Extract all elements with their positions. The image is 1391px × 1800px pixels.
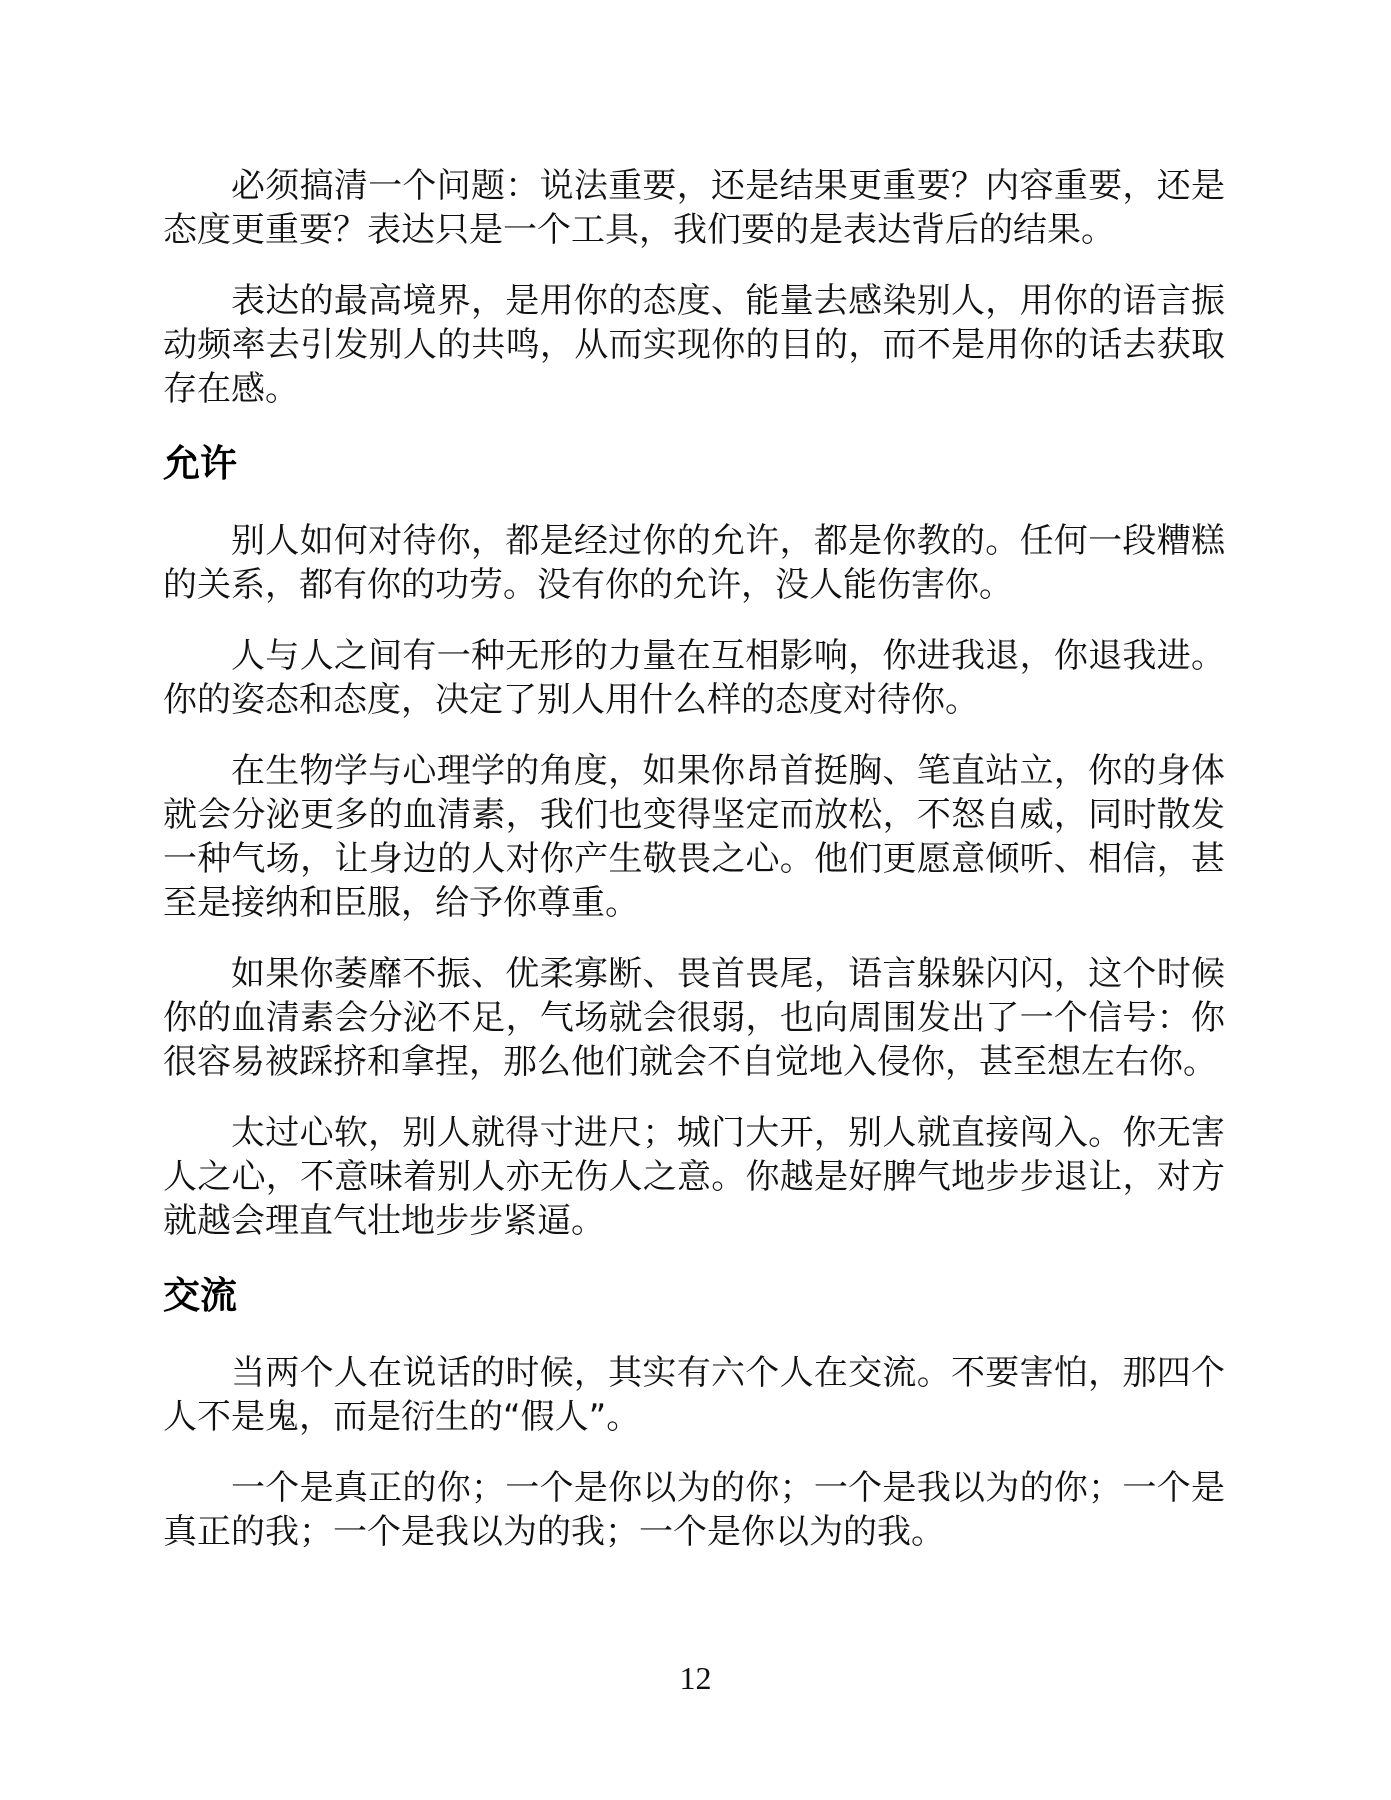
paragraph: 当两个人在说话的时候，其实有六个人在交流。不要害怕，那四个人不是鬼，而是衍生的“假人”。 — [163, 1353, 1225, 1437]
paragraph: 必须搞清一个问题：说法重要，还是结果更重要？内容重要，还是态度更重要？表达只是一个工具，我们要的是表达背后的结果。 — [163, 166, 1225, 250]
section-heading-jiaoliu: 交流 — [163, 1274, 237, 1317]
paragraph: 表达的最高境界，是用你的态度、能量去感染别人，用你的语言振动频率去引发别人的共鸣，从而实现你的目的，而不是用你的话去获取存在感。 — [163, 281, 1225, 409]
page-body — [163, 164, 1225, 1581]
section-heading-yunxu: 允许 — [163, 442, 237, 485]
paragraph: 如果你萎靡不振、优柔寡断、畏首畏尾，语言躲躲闪闪，这个时候你的血清素会分泌不足，气场就会很弱，也向周围发出了一个信号：你很容易被踩挤和拿捏，那么他们就会不自觉地入侵你，甚至想左右你。 — [163, 954, 1225, 1082]
paragraph: 别人如何对待你，都是经过你的允许，都是你教的。任何一段糟糕的关系，都有你的功劳。没有你的允许，没人能伤害你。 — [163, 521, 1225, 605]
paragraph: 一个是真正的你；一个是你以为的你；一个是我以为的你；一个是真正的我；一个是我以为的我；一个是你以为的我。 — [163, 1468, 1225, 1552]
page-number: 12 — [679, 1660, 712, 1696]
paragraph: 太过心软，别人就得寸进尺；城门大开，别人就直接闯入。你无害人之心，不意味着别人亦无伤人之意。你越是好脾气地步步退让，对方就越会理直气壮地步步紧逼。 — [163, 1113, 1225, 1241]
paragraph: 人与人之间有一种无形的力量在互相影响，你进我退，你退我进。你的姿态和态度，决定了别人用什么样的态度对待你。 — [163, 636, 1225, 720]
paragraph: 在生物学与心理学的角度，如果你昂首挺胸、笔直站立，你的身体就会分泌更多的血清素，我们也变得坚定而放松，不怒自威，同时散发一种气场，让身边的人对你产生敬畏之心。他们更愿意倾听、相信，甚至是接纳和臣服，给予你尊重。 — [163, 751, 1225, 923]
